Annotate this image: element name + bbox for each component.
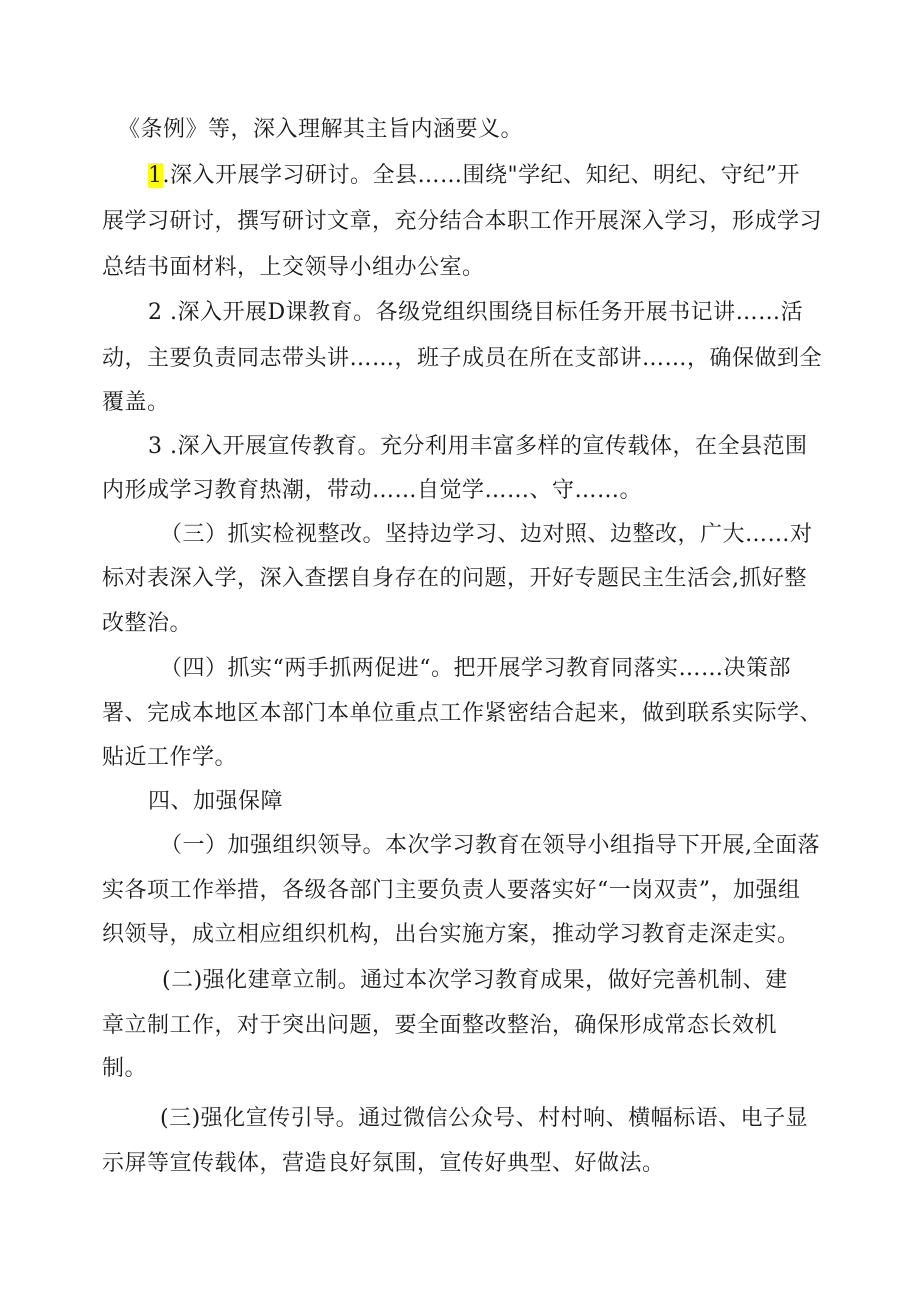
text-line-8: 3 .深入开展宣传教育。充分利用丰富多样的宣传载体，在全县范围 <box>148 434 808 459</box>
text-line-13: （四）抓实“两手抓两促进“。把开展学习教育同落实……决策部 <box>160 656 791 681</box>
text-line-5: 2 .深入开展D课教育。各级党组织围绕目标任务开展书记讲……活 <box>148 300 804 325</box>
text-line-3: 展学习研讨，撰写研讨文章，充分结合本职工作开展深入学习，形成学习 <box>102 209 823 234</box>
text-line-22: 制。 <box>102 1056 148 1081</box>
text-line-2-body: .深入开展学习研讨。全县……围绕"学纪、知纪、明纪、守纪”开 <box>162 163 800 188</box>
text-line-2 <box>148 161 800 191</box>
text-line-15: 贴近工作学。 <box>102 745 238 770</box>
text-line-7: 覆盖。 <box>102 390 170 415</box>
text-line-24: 示屏等宣传载体，营造良好氛围，宣传好典型、好做法。 <box>102 1151 665 1176</box>
text-line-20: (二)强化建章立制。通过本次学习教育成果，做好完善机制、建 <box>162 968 788 993</box>
text-line-14: 署、完成本地区本部门本单位重点工作紧密结合起来，做到联系实际学、 <box>102 701 823 726</box>
text-line-1: 《条例》等，深入理解其主旨内涵要义。 <box>118 117 524 142</box>
text-line-21: 章立制工作，对于突出问题，要全面整改整治，确保形成常态长效机 <box>102 1013 778 1038</box>
text-line-6: 动，主要负责同志带头讲……，班子成员在所在支部讲……，确保做到全 <box>102 346 823 371</box>
text-line-17: （一）加强组织领导。本次学习教育在领导小组指导下开展,全面落 <box>160 833 820 858</box>
text-line-23: (三)强化宣传引导。通过微信公众号、村村响、横幅标语、电子显 <box>160 1106 809 1131</box>
text-line-10: （三）抓实检视整改。坚持边学习、边对照、边整改，广大……对 <box>160 522 813 547</box>
text-line-9: 内形成学习教育热潮，带动……自觉学……、守……。 <box>102 478 643 503</box>
text-line-12: 改整治。 <box>102 611 193 636</box>
text-line-11: 标对表深入学，深入查摆自身存在的问题，开好专题民主生活会,抓好整 <box>102 566 807 591</box>
text-line-18: 实各项工作举措，各级各部门主要负责人要落实好“一岗双责”，加强组 <box>102 878 801 903</box>
text-line-4: 总结书面材料，上交领导小组办公室。 <box>102 255 485 280</box>
text-line-19: 织领导，成立相应组织机构，出台实施方案，推动学习教育走深走实。 <box>102 922 800 947</box>
highlighted-number: 1 <box>148 163 163 188</box>
section-heading: 四、加强保障 <box>148 789 284 814</box>
